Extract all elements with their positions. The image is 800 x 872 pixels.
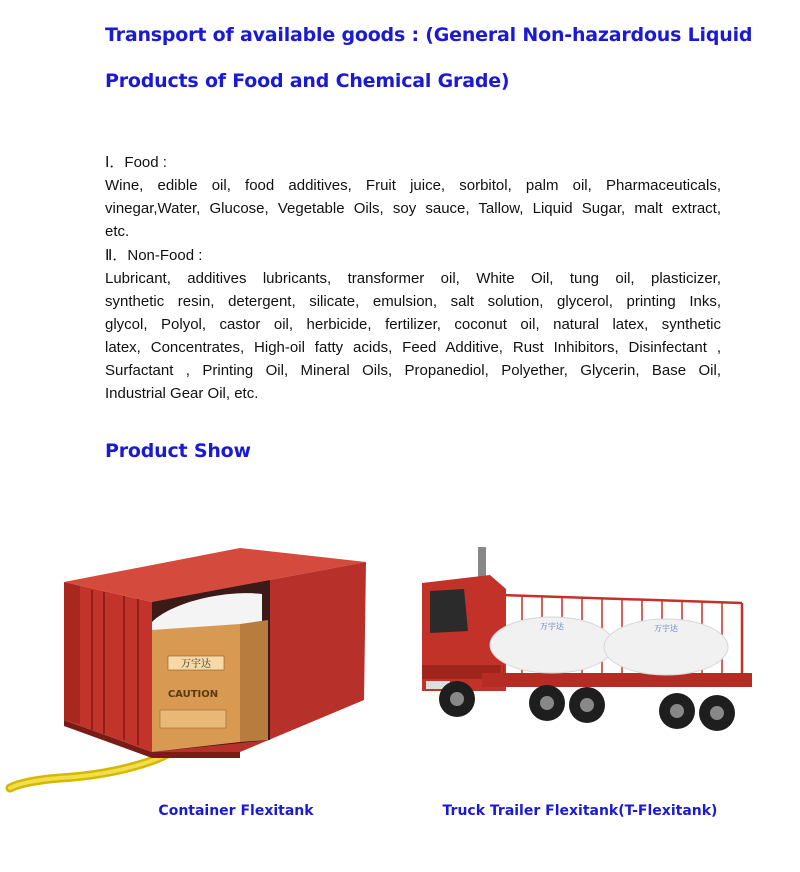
food-section-label: Ⅰ．Food : [105,154,167,171]
nonfood-line-6: Industrial Gear Oil, etc. [105,385,259,402]
nonfood-section-label: Ⅱ．Non-Food : [105,247,203,264]
truck-flexitank-caption: Truck Trailer Flexitank(T-Flexitank) [442,803,718,819]
nonfood-line-1: Lubricant, additives lubricants, transformer oil, White Oil, tung oil, plasticizer, [105,270,721,287]
truck-flexitank-image [412,545,762,755]
food-line-2: vinegar,Water, Glucose, Vegetable Oils, soy sauce, Tallow, Liquid Sugar, malt extract, [105,200,721,217]
container-caution-label: CAUTION [167,689,219,700]
food-line-1: Wine, edible oil, food additives, Fruit juice, sorbitol, palm oil, Pharmaceuticals, [105,177,721,194]
truck-bag-mark-1: 万宇达 [540,622,564,631]
container-flexitank-caption: Container Flexitank [158,803,314,819]
nonfood-line-3: glycol, Polyol, castor oil, herbicide, fertilizer, coconut oil, natural latex, synthetic [105,316,721,333]
page-title-line-2: Products of Food and Chemical Grade) [105,70,510,92]
truck-bag-mark-2: 万宇达 [654,624,678,633]
container-brand-label: 万宇达 [181,659,211,670]
page-title-line-1: Transport of available goods : (General Non-hazardous Liquid [105,24,753,46]
nonfood-line-2: synthetic resin, detergent, silicate, emulsion, salt solution, glycerol, printing Inks, [105,293,721,310]
container-flexitank-image [0,530,380,800]
nonfood-line-4: latex, Concentrates, High-oil fatty acids, Feed Additive, Rust Inhibitors, Disinfectant , [105,339,721,356]
product-show-heading: Product Show [105,440,251,462]
nonfood-line-5: Surfactant , Printing Oil, Mineral Oils, Propanediol, Polyether, Glycerin, Base Oil, [105,362,721,379]
food-line-3: etc. [105,223,130,240]
